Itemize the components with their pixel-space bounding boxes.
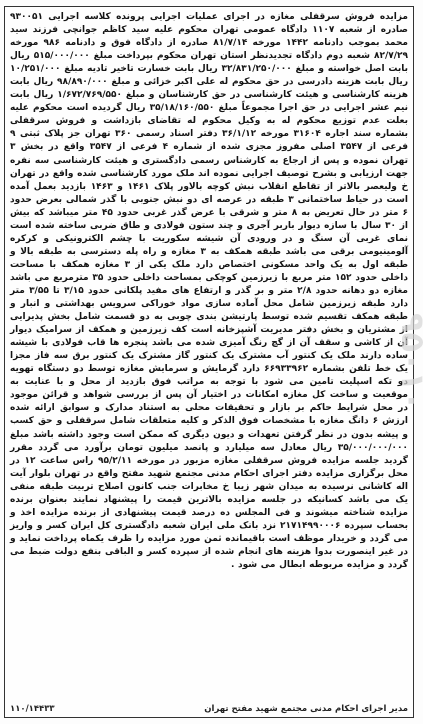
side-watermark: ۹۵۰۱۰: [394, 313, 432, 411]
notice-footer: [10, 704, 408, 714]
notice-body-text: مزایده فروش سرقفلی مغازه در اجرای عملیات اجرایی پرونده کلاسه اجرایی ۹۳۰۰۵۱ صادره از شعبه ۱۱۰۷ دادگاه عمومی تهران محکوم علیه سید کاظم جوانچی فرزند سید محمد بموجب دادنامه ۱۴۴۲ مورخه ۸۱/۷/۱۴ صادره از دادگاه فوق و دادنامه ۹۸۶ مورخه ۸۲/۷/۲۹ شعبه دوم دادگاه تجدیدنظر استان تهران محکوم بپرداخت مبلغ ۵۱۵/۰۰۰/۰۰۰ ریال بابت اصل خواسته و مبلغ ۳۲/۸۳۱/۲۵۰/۰۰۰ ریال بابت خسارت تاخیر تادیه مبلغ ۱۰/۲۵۱/۰۰۰ ریال بابت هزینه دادرسی در حق محکوم له علی اکبر خزائی و مبلغ ۹۸/۸۹۰/۰۰۰ ریال بابت هزینه کارشناسی و هیئت کارشناسی در حق کارشناسان و مبلغ ۱/۶۷۲/۷۶۹/۵۵۰ ریال بابت نیم عشر اجرایی در حق اجرا مجموعاً مبلغ ۳۵/۱۸/۱۶۰/۵۵۰ ریال گردیده است محکوم علیه بعلت عدم توزیع محکوم له به وکیل محکوم له تقاضای بازداشت و فروش سرقفلی بشماره سند اجاره ۳۱۶۰۴ مورخه ۳۶/۱/۱۲ دفتر اسناد رسمی ۳۶۰ تهران جز پلاک ثبتی ۹ فرعی از ۳۵۴۷ اصلی مفروز مجزی شده از شماره ۴ فرعی از ۳۵۴۷ واقع در بخش ۳ تهران نموده و پس از ارجاع به کارشناس رسمی دادگستری و هیئت کارشناسی سه نفره جهت ارزیابی و بشرح توصیف اجرایی نموده اند ملک مورد کارشناسی شده واقع در تهران خ ولیعصر بالاتر از تقاطع انقلاب نبش کوچه بالاور پلاک ۱۴۶۱ و ۱۴۶۳ بازدید بعمل آمده است در حیاط ساختمانی ۳ طبقه در عرصه ای دو نبش جنوبی با گذر شمالی بعرض حدود ۶ متر در حال تعریض به ۸ متر و شرقی با عرض گذر غربی حدود ۴۵ متر میباشد که بیش از ۳۰ سال با سازه دیوار باربر آجری و چند ستون فولادی و طاق ضربی ساخته شده است نمای غربی آن سنگ و در ورودی آن شیشه سکوریت با چشم الکترونیکی و کرکره آلومینیومی برقی می باشد طبقه همکف به ۳ مغازه و راه پله دسترسی به طبقه بالا و طبقه اول به یک واحد مسکونی اختصاص دارد ملک یکی از ۳ مغازه همکف با مساحت داخلی حدود ۱۵۲ متر مربع با زیرزمین کوچکی بمساحت داخلی حدود ۳۵ مترمربع می باشد مغازه دو دهانه حدود ۲/۸ متر و بر گذر و ارتفاع های مفید پلکانی حدود ۳/۱۵ تا ۳/۵۵ متر دارد طبقه زیرزمین شامل محل آماده سازی مواد خوراکی سرویس بهداشتی و انبار و طبقه همکف تقسیم شده توسط پارتیشن بندی چوبی به دو قسمت شامل بخش پذیرایی از مشتریان و بخش دفتر مدیریت آشپزخانه است کف زیرزمین و همکف از سرامیک دیوار آن از کاشی و سقف آن از گچ رنگ آمیزی شده می باشد پنجره ها قاب فولادی با شیشه ساده دارند ملک یک کنتور آب مشترک یک کنتور گاز مشترک یک کنتور برق سه فاز مجزا یک خط تلفن بشماره ۶۶۹۳۳۹۶۲ دارد گرمایش و سرمایش مغازه توسط دو دستگاه تهویه دو تکه اسپلیت تامین می شود با توجه به مراتب فوق بازدید از محل و با عنایت به موقعیت و ساخت کل مغازه امکانات در اختیار آن پس از بررسی شواهد و قرائن موجود در محل شرایط حاکم بر بازار و تحقیقات محلی به استناد مدارک و سوابق ارائه شده ارزش ۶ دانگ مغازه با مشخصات فوق الذکر و کلیه متعلقات شامل سرقفلی و حق کسب و پیشه بدون در نظر گرفتن تعهدات و دیون دیگری که ممکن است وجود داشته باشد مبلغ ۳۵/۰۰۰/۰۰۰/۰۰۰ ریال معادل سه میلیارد و پانصد میلیون تومان برآورد می گردد مقرر گردید جلسه مزایده فروش سرقفلی مغازه مزبور در مورخه ۹۵/۲/۱۱ راس ساعت ۱۲ در محل برگزاری مزایده دفتر اجرای احکام مدنی مجتمع شهید مفتح واقع در تهران بلوار آیت اله کاشانی نرسیده به میدان شهر زیبا خ مخابرات جنب کانون اصلاح تربیت طبقه منفی یک می باشد کسانیکه در جلسه مزایده بالاترین قیمت را پیشنهاد نمایند بعنوان برنده مزایده شناخته میشوند و فی المجلس ده درصد قیمت پیشنهادی از برنده مزایده اخذ و بحساب سپرده ۲۱۷۱۴۹۹۰۰۰۶ نزد بانک ملی ایران شعبه دادگستری کل ایران کسر و واریز می گردد و خریدار موظف است باقیمانده ثمن مورد مزایده را ظرف یکماه پرداخت نماید و در غیر اینصورت بدوا هزینه های انجام شده از سپرده کسر و الباقی بنفع دولت ضبط می گردد و مزایده مربوطه ابطال می شود .: [10, 12, 409, 570]
notice-frame: [4, 6, 414, 718]
reference-number: ۱۱۰/۱۴۴۳۳: [10, 704, 55, 714]
issuer-signature: مدیر اجرای احکام مدنی مجتمع شهید مفتح تهران: [204, 704, 408, 714]
